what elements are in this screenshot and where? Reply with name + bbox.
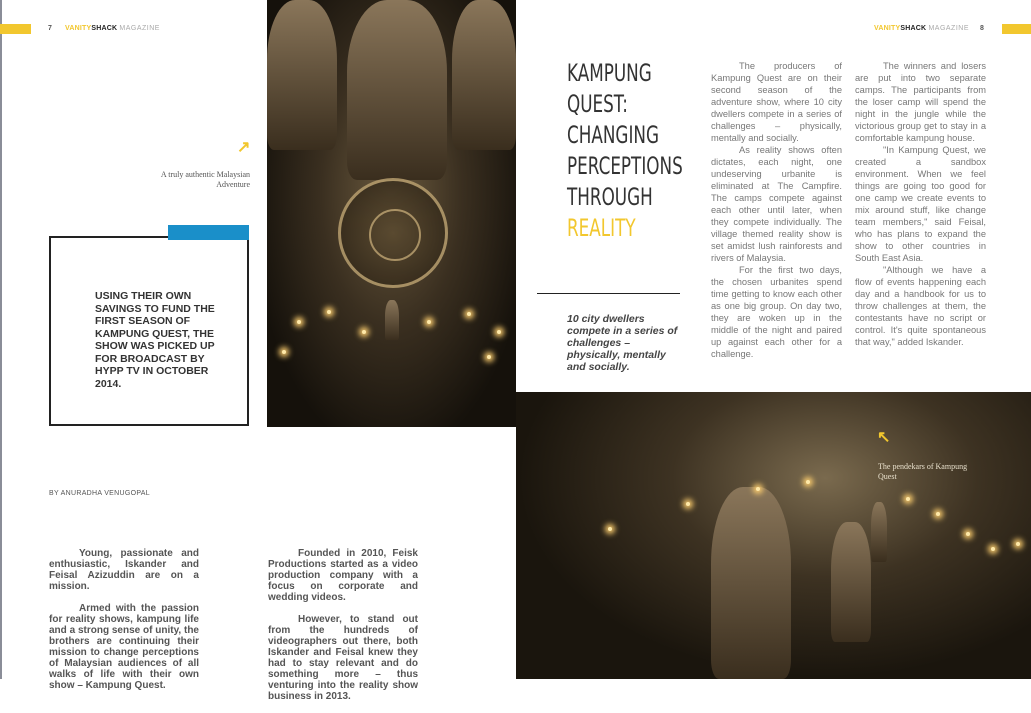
masthead [874, 25, 969, 32]
accent-bar [1002, 24, 1031, 34]
byline: BY ANURADHA VENUGOPAL [49, 490, 150, 497]
paragraph: The producers of Kampung Quest are on their second season of the adventure show, where 10 city dwellers compete in a series of challenges – physically, mentally and socially. [711, 61, 842, 143]
callout-quote: USING THEIR OWN SAVINGS TO FUND THE FIRST SEASON OF KAMPUNG QUEST, THE SHOW WAS PICKED UP FOR BROADCAST BY HYPP TV IN OCTOBER 2014. [95, 290, 215, 390]
title-line: PERCEPTIONS [567, 152, 683, 180]
paragraph: For the first two days, the chosen urbanites spend time getting to know each other as one big group. On day two, they are woken up in the middle of the night and paired up against each other for a challenge. [711, 265, 842, 359]
paragraph: As reality shows often dictates, each night, one undeserving urbanite is eliminated at The Campfire. The camps compete against each other until later, when they compete individually. The village themed reality show is set amidst lush rainforests and rivers of Malaysia. [711, 145, 842, 263]
left-column-2 [268, 548, 418, 713]
paragraph: However, to stand out from the hundreds of videographers out there, both Iskander and Feisal knew they had to stay relevant and do something more – thus venturing into the reality show business in 2013. [268, 614, 418, 702]
page-number: 7 [48, 25, 52, 32]
paragraph: Young, passionate and enthusiastic, Iskander and Feisal Azizuddin are on a mission. [49, 548, 199, 592]
paragraph: Founded in 2010, Feisk Productions started as a video production company with a focus on corporate and wedding videos. [268, 548, 418, 603]
masthead [65, 25, 160, 32]
article-title [567, 58, 683, 244]
masthead-vanity: VANITY [874, 25, 901, 32]
right-column-1 [711, 60, 842, 360]
arrow-up-left-icon: ↖ [877, 429, 891, 446]
masthead-shack: SHACK [91, 25, 118, 32]
title-line: QUEST: [567, 90, 628, 118]
divider [537, 293, 680, 294]
accent-bar [0, 24, 31, 34]
masthead-shack: SHACK [900, 25, 927, 32]
pull-quote: 10 city dwellers compete in a series of challenges – physically, mentally and socially. [567, 313, 678, 373]
title-line: THROUGH [567, 183, 653, 211]
photo-caption: The pendekars of Kampung Quest [878, 462, 968, 481]
page-number: 8 [980, 25, 984, 32]
arrow-up-right-icon: ↗ [237, 139, 251, 156]
masthead-vanity: VANITY [65, 25, 92, 32]
page-edge [0, 0, 2, 679]
paragraph: "Although we have a flow of events happening each day and a handbook for us to throw challenges at them, the contestants have no script or control. It's quite spontaneous that way," added Iskander. [855, 265, 986, 347]
callout-accent [168, 225, 249, 240]
title-highlight: REALITY [567, 214, 636, 242]
title-line: KAMPUNG [567, 59, 652, 87]
right-column-2 [855, 60, 986, 348]
kampung-quest-logo [338, 178, 448, 288]
paragraph: The winners and losers are put into two separate camps. The participants from the loser camp will spend the night in the jungle while the victorious group get to stay in a comfortable kampung house. [855, 61, 986, 143]
masthead-magazine: MAGAZINE [119, 25, 160, 32]
paragraph: Armed with the passion for reality shows, kampung life and a strong sense of unity, the brothers are continuing their mission to change perceptions of Malaysian audiences of all walks of life with their own show – Kampung Quest. [49, 603, 199, 691]
paragraph: "In Kampung Quest, we created a sandbox environment. When we feel things are going too good for one camp we create events to mix around stuff, like change team members," said Feisal, who has plans to expand the show to other countries in South East Asia. [855, 145, 986, 263]
pendekars-photo [516, 392, 1031, 679]
photo-caption: A truly authentic Malaysian Adventure [160, 170, 250, 189]
title-line: CHANGING [567, 121, 659, 149]
masthead-magazine: MAGAZINE [928, 25, 969, 32]
